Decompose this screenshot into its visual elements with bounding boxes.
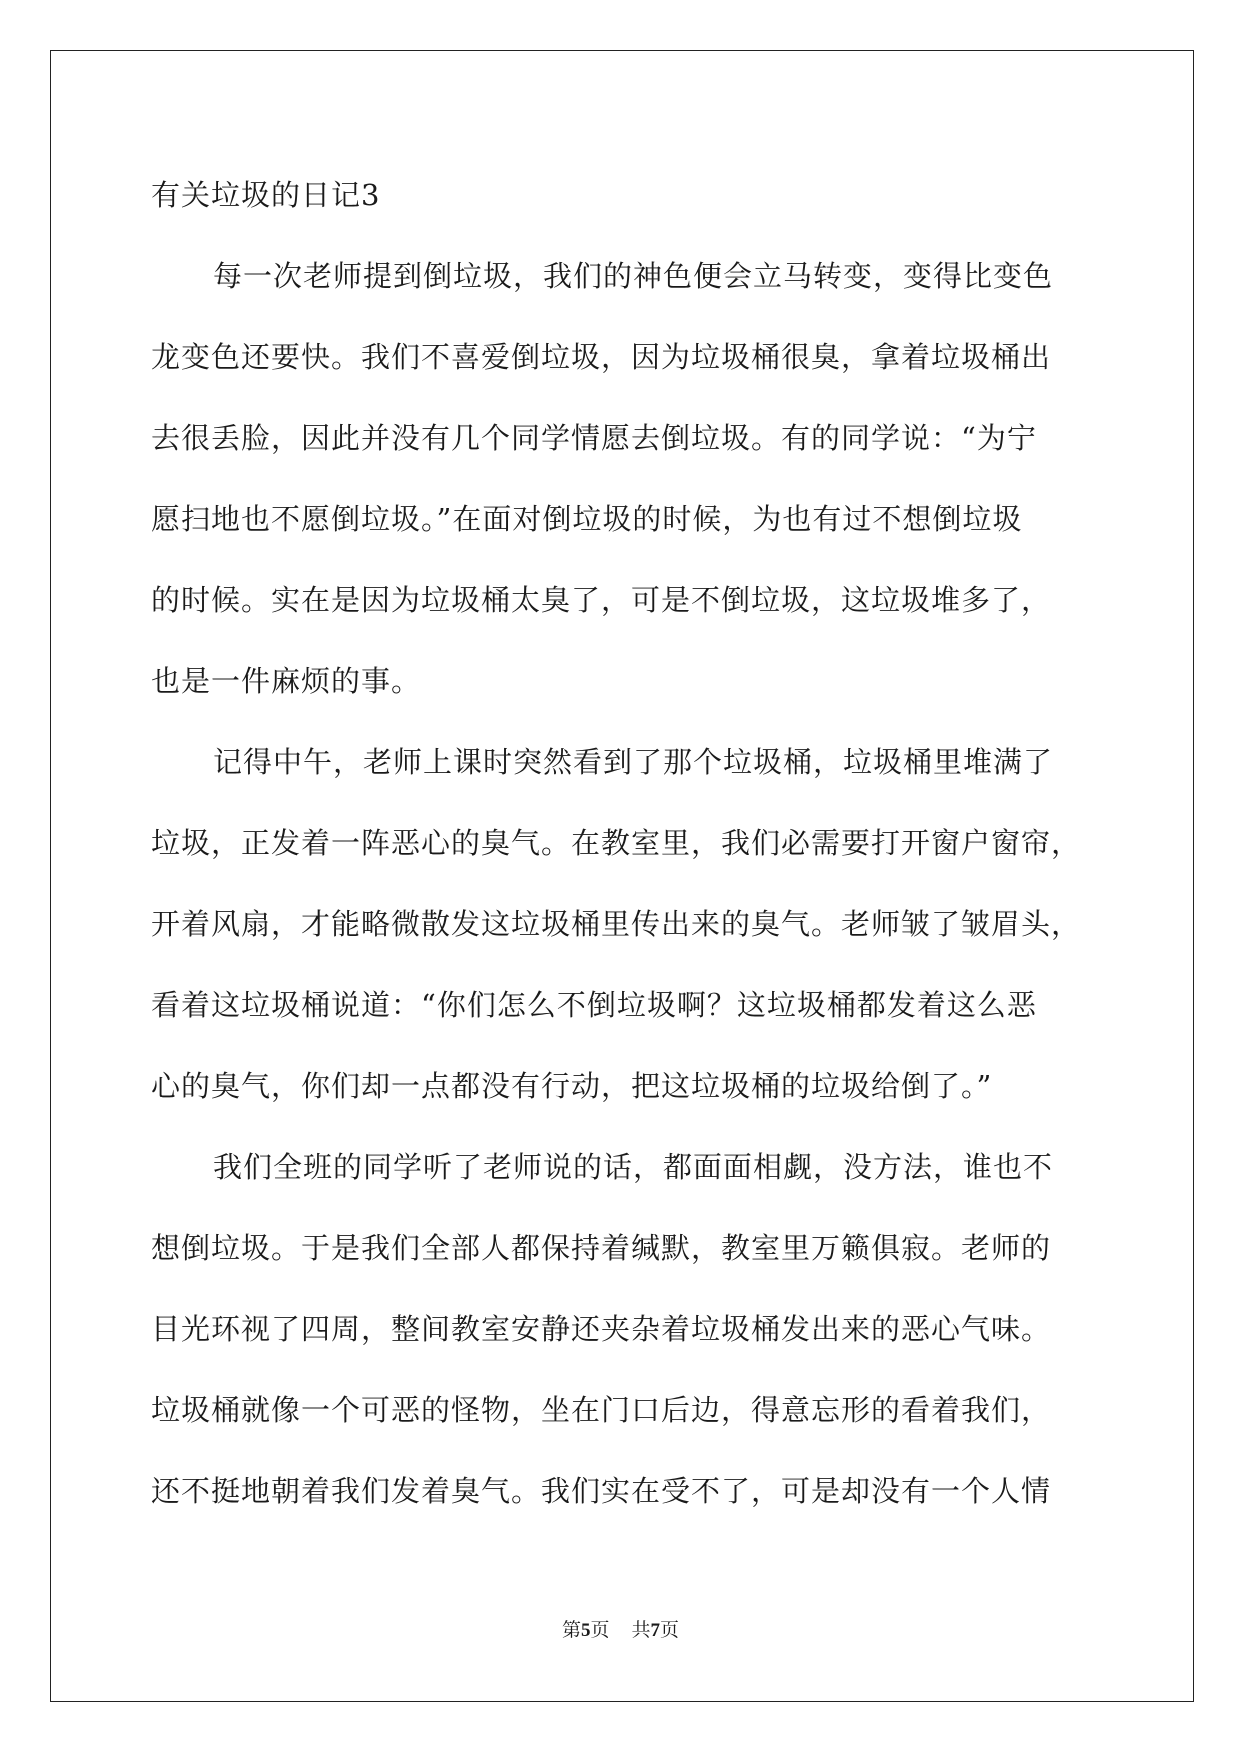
- page-number-current: 5: [580, 1620, 591, 1641]
- page-number-total: 7: [650, 1620, 661, 1641]
- page-number-suffix: 页: [590, 1619, 610, 1641]
- paragraph: [151, 1127, 1091, 1532]
- document-title: 有关垃圾的日记3: [151, 178, 381, 212]
- page-number-prefix: 第: [561, 1619, 581, 1641]
- page-total-prefix: 共: [631, 1619, 651, 1641]
- text-line: 去很丢脸，因此并没有几个同学情愿去倒垃圾。有的同学说：“为宁: [151, 421, 1037, 455]
- text-line: 我们全班的同学听了老师说的话，都面面相觑，没方法，谁也不: [213, 1150, 1054, 1184]
- page-footer: [0, 1618, 1241, 1643]
- text-line: 想倒垃圾。于是我们全部人都保持着缄默，教室里万籁俱寂。老师的: [151, 1231, 1052, 1265]
- text-line: 龙变色还要快。我们不喜爱倒垃圾，因为垃圾桶很臭，拿着垃圾桶出: [151, 340, 1052, 374]
- text-line: 垃圾桶就像一个可恶的怪物，坐在门口后边，得意忘形的看着我们，: [151, 1393, 1052, 1427]
- text-line: 也是一件麻烦的事。: [151, 664, 422, 698]
- text-line: 目光环视了四周，整间教室安静还夹杂着垃圾桶发出来的恶心气味。: [151, 1312, 1052, 1346]
- page-total-suffix: 页: [660, 1619, 680, 1641]
- text-line: 愿扫地也不愿倒垃圾。”在面对倒垃圾的时候，为也有过不想倒垃圾: [151, 502, 1023, 536]
- text-line: 的时候。实在是因为垃圾桶太臭了，可是不倒垃圾，这垃圾堆多了，: [151, 583, 1052, 617]
- text-line: 每一次老师提到倒垃圾，我们的神色便会立马转变，变得比变色: [213, 259, 1054, 293]
- document-body: [151, 155, 1091, 1532]
- paragraph: [151, 236, 1091, 722]
- text-line: 看着这垃圾桶说道：“你们怎么不倒垃圾啊？这垃圾桶都发着这么恶: [151, 988, 1037, 1022]
- text-line: 垃圾，正发着一阵恶心的臭气。在教室里，我们必需要打开窗户窗帘，: [151, 826, 1082, 860]
- text-line: 心的臭气，你们却一点都没有行动，把这垃圾桶的垃圾给倒了。”: [151, 1069, 993, 1103]
- text-line: 记得中午，老师上课时突然看到了那个垃圾桶，垃圾桶里堆满了: [213, 745, 1054, 779]
- text-line: 开着风扇，才能略微散发这垃圾桶里传出来的臭气。老师皱了皱眉头，: [151, 907, 1082, 941]
- paragraph: [151, 722, 1091, 1127]
- text-line: 还不挺地朝着我们发着臭气。我们实在受不了，可是却没有一个人情: [151, 1474, 1052, 1508]
